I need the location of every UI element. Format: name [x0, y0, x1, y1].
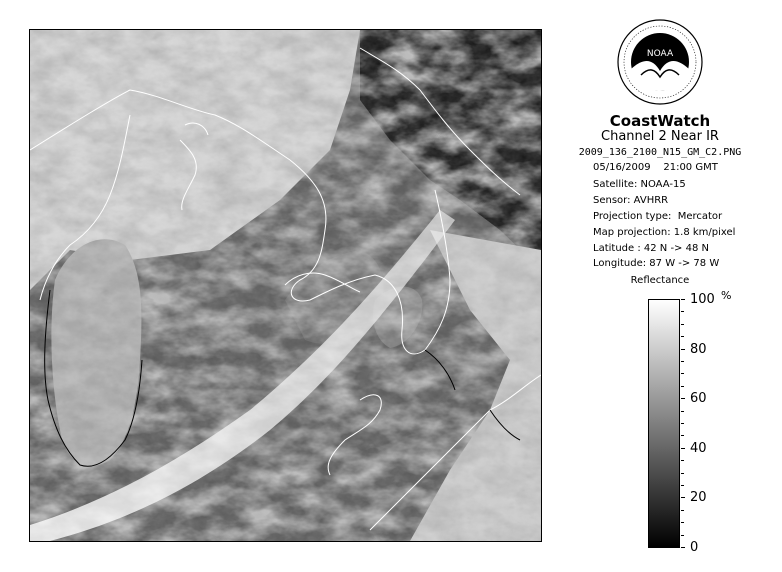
longitude-label: Longitude: 87 W -> 78 W: [593, 258, 720, 269]
colorbar-major-tick: [681, 299, 685, 300]
logo-center-text: NOAA: [646, 49, 674, 59]
colorbar-major-tick: [681, 448, 685, 449]
latitude-label: Latitude : 42 N -> 48 N: [593, 243, 709, 254]
colorbar-tick-label: 20: [690, 490, 707, 505]
colorbar-minor-tick: [681, 535, 684, 536]
colorbar-tick-label: 40: [690, 441, 707, 456]
colorbar-minor-tick: [681, 373, 684, 374]
fine-texture: [30, 30, 541, 541]
colorbar-major-tick: [681, 349, 685, 350]
noaa-logo: [617, 19, 703, 105]
colorbar-minor-tick: [681, 311, 684, 312]
colorbar-major-tick: [681, 398, 685, 399]
projection-type-label: Projection type: Mercator: [593, 211, 723, 222]
colorbar-minor-tick: [681, 435, 684, 436]
colorbar-minor-tick: [681, 510, 684, 511]
datetime-label: 05/16/2009 21:00 GMT: [593, 162, 718, 173]
sensor-label: Sensor: AVHRR: [593, 195, 669, 206]
filename-label: 2009_136_2100_N15_GM_C2.PNG: [578, 147, 742, 158]
colorbar-major-tick: [681, 497, 685, 498]
colorbar-minor-tick: [681, 522, 684, 523]
colorbar-minor-tick: [681, 485, 684, 486]
legend-title: Reflectance: [630, 275, 690, 286]
colorbar-minor-tick: [681, 460, 684, 461]
colorbar-minor-tick: [681, 411, 684, 412]
colorbar-minor-tick: [681, 386, 684, 387]
map-projection-label: Map projection: 1.8 km/pixel: [593, 227, 736, 238]
channel-label: Channel 2 Near IR: [601, 129, 719, 144]
reflectance-colorbar: [648, 299, 680, 548]
colorbar-tick-label: 80: [690, 342, 707, 357]
colorbar-minor-tick: [681, 423, 684, 424]
colorbar-minor-tick: [681, 361, 684, 362]
app-title: CoastWatch: [609, 112, 711, 130]
colorbar-tick-label: 60: [690, 391, 707, 406]
colorbar-tick-label: 100: [690, 292, 715, 307]
legend-unit: %: [721, 289, 732, 302]
colorbar-minor-tick: [681, 473, 684, 474]
map-svg: [30, 30, 541, 541]
colorbar-minor-tick: [681, 324, 684, 325]
colorbar-minor-tick: [681, 336, 684, 337]
satellite-label: Satellite: NOAA-15: [593, 179, 686, 190]
satellite-image-map[interactable]: [29, 29, 542, 542]
colorbar-tick-label: 0: [690, 540, 699, 555]
colorbar-major-tick: [681, 547, 685, 548]
